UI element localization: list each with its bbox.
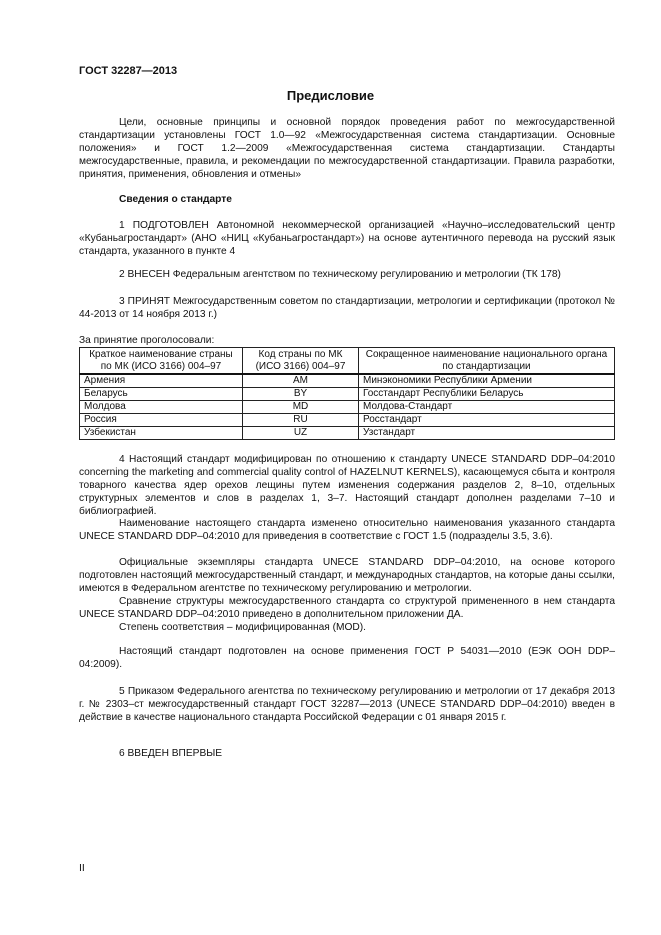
table-cell-body: Росстандарт (359, 414, 615, 427)
item-5-paragraph: 5 Приказом Федерального агентства по техническому регулированию и метрологии от 17 декабря 2013 г. № 2303–ст межгосударственный стандарт ГОСТ 32287—2013 (UNECE STANDARD DDP–04:2010) введен в действие в качестве национального стандарта Российской Федерации с 01 января 2015 г. (79, 686, 615, 723)
table-cell-body: Молдова-Стандарт (359, 401, 615, 414)
item-4-basis-paragraph: Настоящий стандарт подготовлен на основе применения ГОСТ Р 54031—2010 (ЕЭК ООН DDP–04:2009). (79, 646, 615, 670)
table-cell-body: Минэкономики Республики Армении (359, 374, 615, 388)
item-1-paragraph: 1 ПОДГОТОВЛЕН Автономной некоммерческой организацией «Научно–исследовательский центр «Кубаньагростандарт» (АНО «НИЦ «Кубаньагростандарт») на основе аутентичного перевода на русский язык стандарта, указанного в пункте 4 (79, 220, 615, 257)
item-4-paragraph: 4 Настоящий стандарт модифицирован по отношению к стандарту UNECE STANDARD DDP–04:2010 concerning the marketing and commercial quality control of HAZELNUT KERNELS), касающемуся сбыта и контроля товарного качества ядер орехов лещины путем изменения содержания разделов 2, 8–10, отдельных структурных элементов и слов в разделах 1, 3–7. Настоящий стандарт дополнен разделами 7–10 и библиографией. (79, 454, 615, 517)
item-4-copies-paragraph: Официальные экземпляры стандарта UNECE STANDARD DDP–04:2010, на основе которого подготовлен настоящий межгосударственный стандарт, и международных стандартов, на которые даны ссылки, имеются в Федеральном агентстве по техническому регулированию и метрологии. (79, 557, 615, 594)
item-4-name-paragraph: Наименование настоящего стандарта изменено относительно наименования указанного стандарта UNECE STANDARD DDP–04:2010 для приведения в соответствие с ГОСТ 1.5 (подразделы 3.5, 3.6). (79, 518, 615, 542)
intro-paragraph: Цели, основные принципы и основной порядок проведения работ по межгосударственной стандартизации установлены ГОСТ 1.0—92 «Межгосударственная система стандартизации. Основные положения» и ГОСТ 1.2—2009 «Межгосударственная система стандартизации. Стандарты межгосударственные, правила, и рекомендации по межгосударственной стандартизации. Правила разработки, принятия, применения, обновления и отмены» (79, 117, 615, 180)
voting-table (79, 347, 615, 440)
table-cell-country: Армения (80, 374, 243, 388)
table-header-code: Код страны по МК (ИСО 3166) 004–97 (243, 348, 359, 375)
document-header: ГОСТ 32287—2013 (79, 65, 178, 77)
table-cell-body: Узстандарт (359, 427, 615, 440)
table-row (80, 374, 615, 388)
table-cell-body: Госстандарт Республики Беларусь (359, 388, 615, 401)
table-header-body: Сокращенное наименование национального органа по стандартизации (359, 348, 615, 375)
table-header-country: Краткое наименование страны по МК (ИСО 3166) 004–97 (80, 348, 243, 375)
page-title: Предисловие (286, 88, 375, 103)
table-cell-code: AM (243, 374, 359, 388)
item-4-structure-paragraph: Сравнение структуры межгосударственного стандарта со структурой примененного в нем стандарта UNECE STANDARD DDP–04:2010 приведено в дополнительном приложении ДА. (79, 596, 615, 620)
table-cell-code: MD (243, 401, 359, 414)
item-4-degree-paragraph: Степень соответствия – модифицированная (MOD). (119, 622, 367, 633)
table-row (80, 414, 615, 427)
table-row (80, 388, 615, 401)
item-3-paragraph: 3 ПРИНЯТ Межгосударственным советом по стандартизации, метрологии и сертификации (протокол № 44-2013 от 14 ноября 2013 г.) (79, 296, 615, 320)
table-cell-country: Узбекистан (80, 427, 243, 440)
table-caption: За принятие проголосовали: (79, 335, 215, 346)
table-cell-country: Молдова (80, 401, 243, 414)
table-cell-country: Беларусь (80, 388, 243, 401)
table-row (80, 401, 615, 414)
table-header-row (80, 348, 615, 375)
table-cell-code: UZ (243, 427, 359, 440)
table-cell-country: Россия (80, 414, 243, 427)
table-cell-code: RU (243, 414, 359, 427)
table-row (80, 427, 615, 440)
section-subtitle: Сведения о стандарте (119, 194, 232, 205)
item-2-paragraph: 2 ВНЕСЕН Федеральным агентством по техническому регулированию и метрологии (ТК 178) (119, 269, 561, 280)
item-6-paragraph: 6 ВВЕДЕН ВПЕРВЫЕ (119, 748, 223, 759)
table-cell-code: BY (243, 388, 359, 401)
page-number: II (79, 862, 85, 874)
